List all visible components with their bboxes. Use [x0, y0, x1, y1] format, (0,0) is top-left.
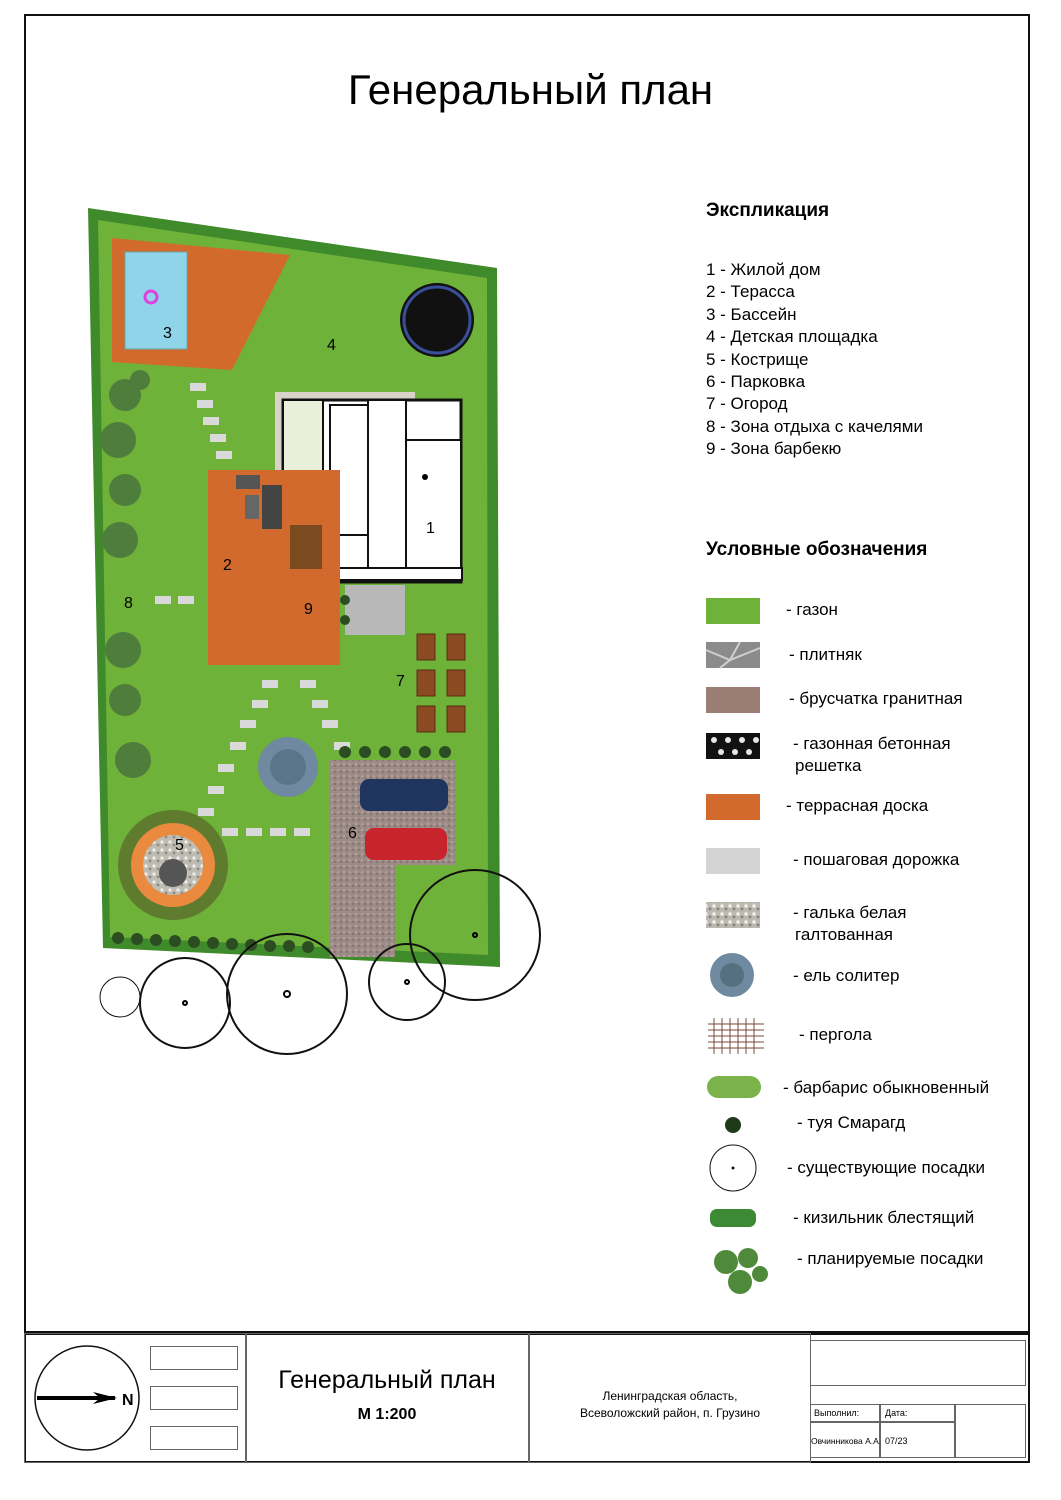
plan-label-2: 2 — [223, 557, 232, 574]
plan-label-8: 8 — [124, 595, 133, 612]
stamp-title: Генеральный план — [278, 1366, 496, 1394]
page-title: Генеральный план — [347, 66, 714, 113]
explication-item: 5 - Кострище — [706, 349, 809, 369]
date-label: Дата: — [885, 1408, 908, 1418]
legend-heading: Условные обозначения — [706, 539, 928, 560]
plan-label-1: 1 — [426, 520, 435, 537]
explication-item: 9 - Зона барбекю — [706, 439, 842, 459]
explication-item: 8 - Зона отдыха с качелями — [706, 416, 923, 436]
drawing-date: 07/23 — [885, 1436, 908, 1446]
explication-heading: Экспликация — [706, 200, 830, 221]
explication-item: 3 - Бассейн — [706, 304, 797, 324]
explication-item: 1 - Жилой дом — [706, 260, 821, 279]
explication-item: 2 - Терасса — [706, 282, 795, 302]
north-label: N — [122, 1392, 134, 1409]
plan-label-4: 4 — [327, 337, 336, 354]
plan-label-6: 6 — [348, 825, 357, 842]
explication-item: 6 - Парковка — [706, 372, 806, 392]
plan-label-5: 5 — [175, 837, 184, 854]
explication-item: 7 - Огород — [706, 394, 788, 414]
plan-label-3: 3 — [163, 325, 172, 342]
plan-label-7: 7 — [396, 673, 405, 690]
plan-label-9: 9 — [304, 601, 313, 618]
stamp-location: Ленинградская область, Всеволожский район, п. Грузино — [579, 1389, 761, 1420]
explication-item: 4 - Детская площадка — [706, 327, 878, 347]
author-name: Овчинникова А.А. — [811, 1436, 882, 1446]
stamp-scale: М 1:200 — [357, 1406, 417, 1423]
performed-label: Выполнил: — [814, 1408, 860, 1418]
